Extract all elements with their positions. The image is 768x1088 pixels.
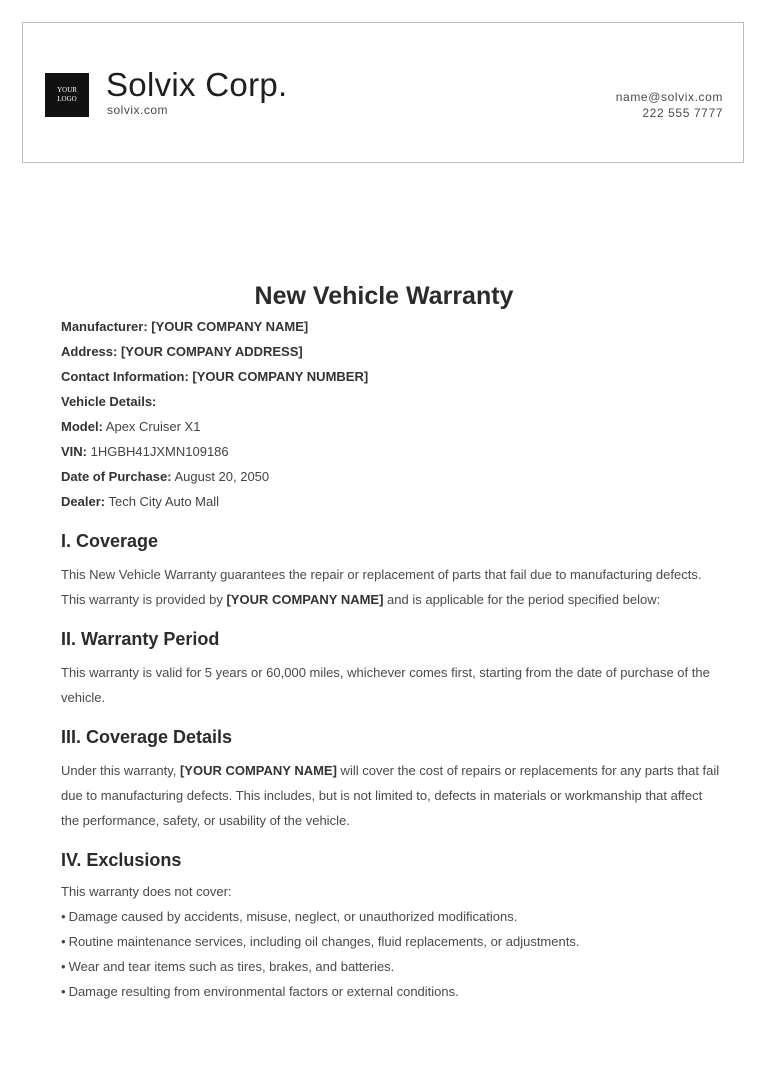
field-value: 1HGBH41JXMN109186 xyxy=(90,444,229,459)
field-label: Date of Purchase: xyxy=(61,469,172,484)
contact-block xyxy=(616,89,723,121)
field-label: Address: [YOUR COMPANY ADDRESS] xyxy=(61,344,303,359)
list-item: • Damage resulting from environmental factors or external conditions. xyxy=(61,979,721,1004)
list-item: • Wear and tear items such as tires, brakes, and batteries. xyxy=(61,954,721,979)
section-exclusions xyxy=(61,847,721,1004)
company-name: Solvix Corp. xyxy=(106,66,288,103)
details-block xyxy=(61,314,721,514)
field-value: August 20, 2050 xyxy=(174,469,270,484)
field-contact xyxy=(61,364,721,389)
section-text xyxy=(61,562,721,612)
field-vehicle-details xyxy=(61,389,721,414)
field-label: Contact Information: [YOUR COMPANY NUMBER] xyxy=(61,369,369,384)
section-text: This warranty is valid for 5 years or 60,000 miles, whichever comes first, starting from the date of purchase of the vehicle. xyxy=(61,665,710,705)
company-placeholder: [YOUR COMPANY NAME] xyxy=(179,763,337,778)
list-item: • Damage caused by accidents, misuse, neglect, or unauthorized modifications. xyxy=(61,904,721,929)
field-label: Manufacturer: [YOUR COMPANY NAME] xyxy=(61,319,309,334)
contact-email: name@solvix.com xyxy=(615,90,723,104)
text-run: and is applicable for the period specified below: xyxy=(383,592,661,607)
field-model xyxy=(61,414,721,439)
document-body xyxy=(61,314,721,1004)
company-placeholder: [YOUR COMPANY NAME] xyxy=(226,592,384,607)
list-item: • Routine maintenance services, including oil changes, fluid replacements, or adjustments. xyxy=(61,929,721,954)
text-run: Under this warranty, xyxy=(61,763,180,778)
field-label: Vehicle Details: xyxy=(61,394,157,409)
letterhead xyxy=(22,22,744,163)
field-value: Tech City Auto Mall xyxy=(108,494,220,509)
document-title: New Vehicle Warranty xyxy=(254,282,514,310)
logo-line-1: YOUR xyxy=(57,86,77,94)
logo-line-2: LOGO xyxy=(57,95,77,103)
section-heading: III. Coverage Details xyxy=(61,727,233,747)
field-vin xyxy=(61,439,721,464)
logo xyxy=(45,73,89,117)
section-heading: I. Coverage xyxy=(61,531,159,551)
section-intro: This warranty does not cover: xyxy=(61,884,232,899)
company-website: solvix.com xyxy=(107,103,169,117)
text-run: will cover the cost of repairs or replacements for any parts that fail due to manufacturing defects. This includes, but is not limited to, defects in materials or workmanship that affect the performance, safety, or usability of the vehicle. xyxy=(61,763,720,828)
field-label: Model: xyxy=(61,419,103,434)
field-value: Apex Cruiser X1 xyxy=(105,419,201,434)
section-heading: IV. Exclusions xyxy=(61,850,182,870)
field-address xyxy=(61,339,721,364)
section-coverage-details xyxy=(61,724,721,833)
section-heading: II. Warranty Period xyxy=(61,629,220,649)
exclusions-list xyxy=(61,904,721,1004)
section-text xyxy=(61,758,721,833)
field-dealer xyxy=(61,489,721,514)
text-run: This New Vehicle Warranty guarantees the repair or replacement of parts that fail due to manufacturing defects. This warranty is provided by xyxy=(61,567,702,607)
field-date-of-purchase xyxy=(61,464,721,489)
section-coverage xyxy=(61,528,721,612)
field-label: Dealer: xyxy=(61,494,106,509)
field-manufacturer xyxy=(61,314,721,339)
contact-phone: 222 555 7777 xyxy=(642,106,723,120)
section-warranty-period xyxy=(61,626,721,710)
field-label: VIN: xyxy=(61,444,87,459)
